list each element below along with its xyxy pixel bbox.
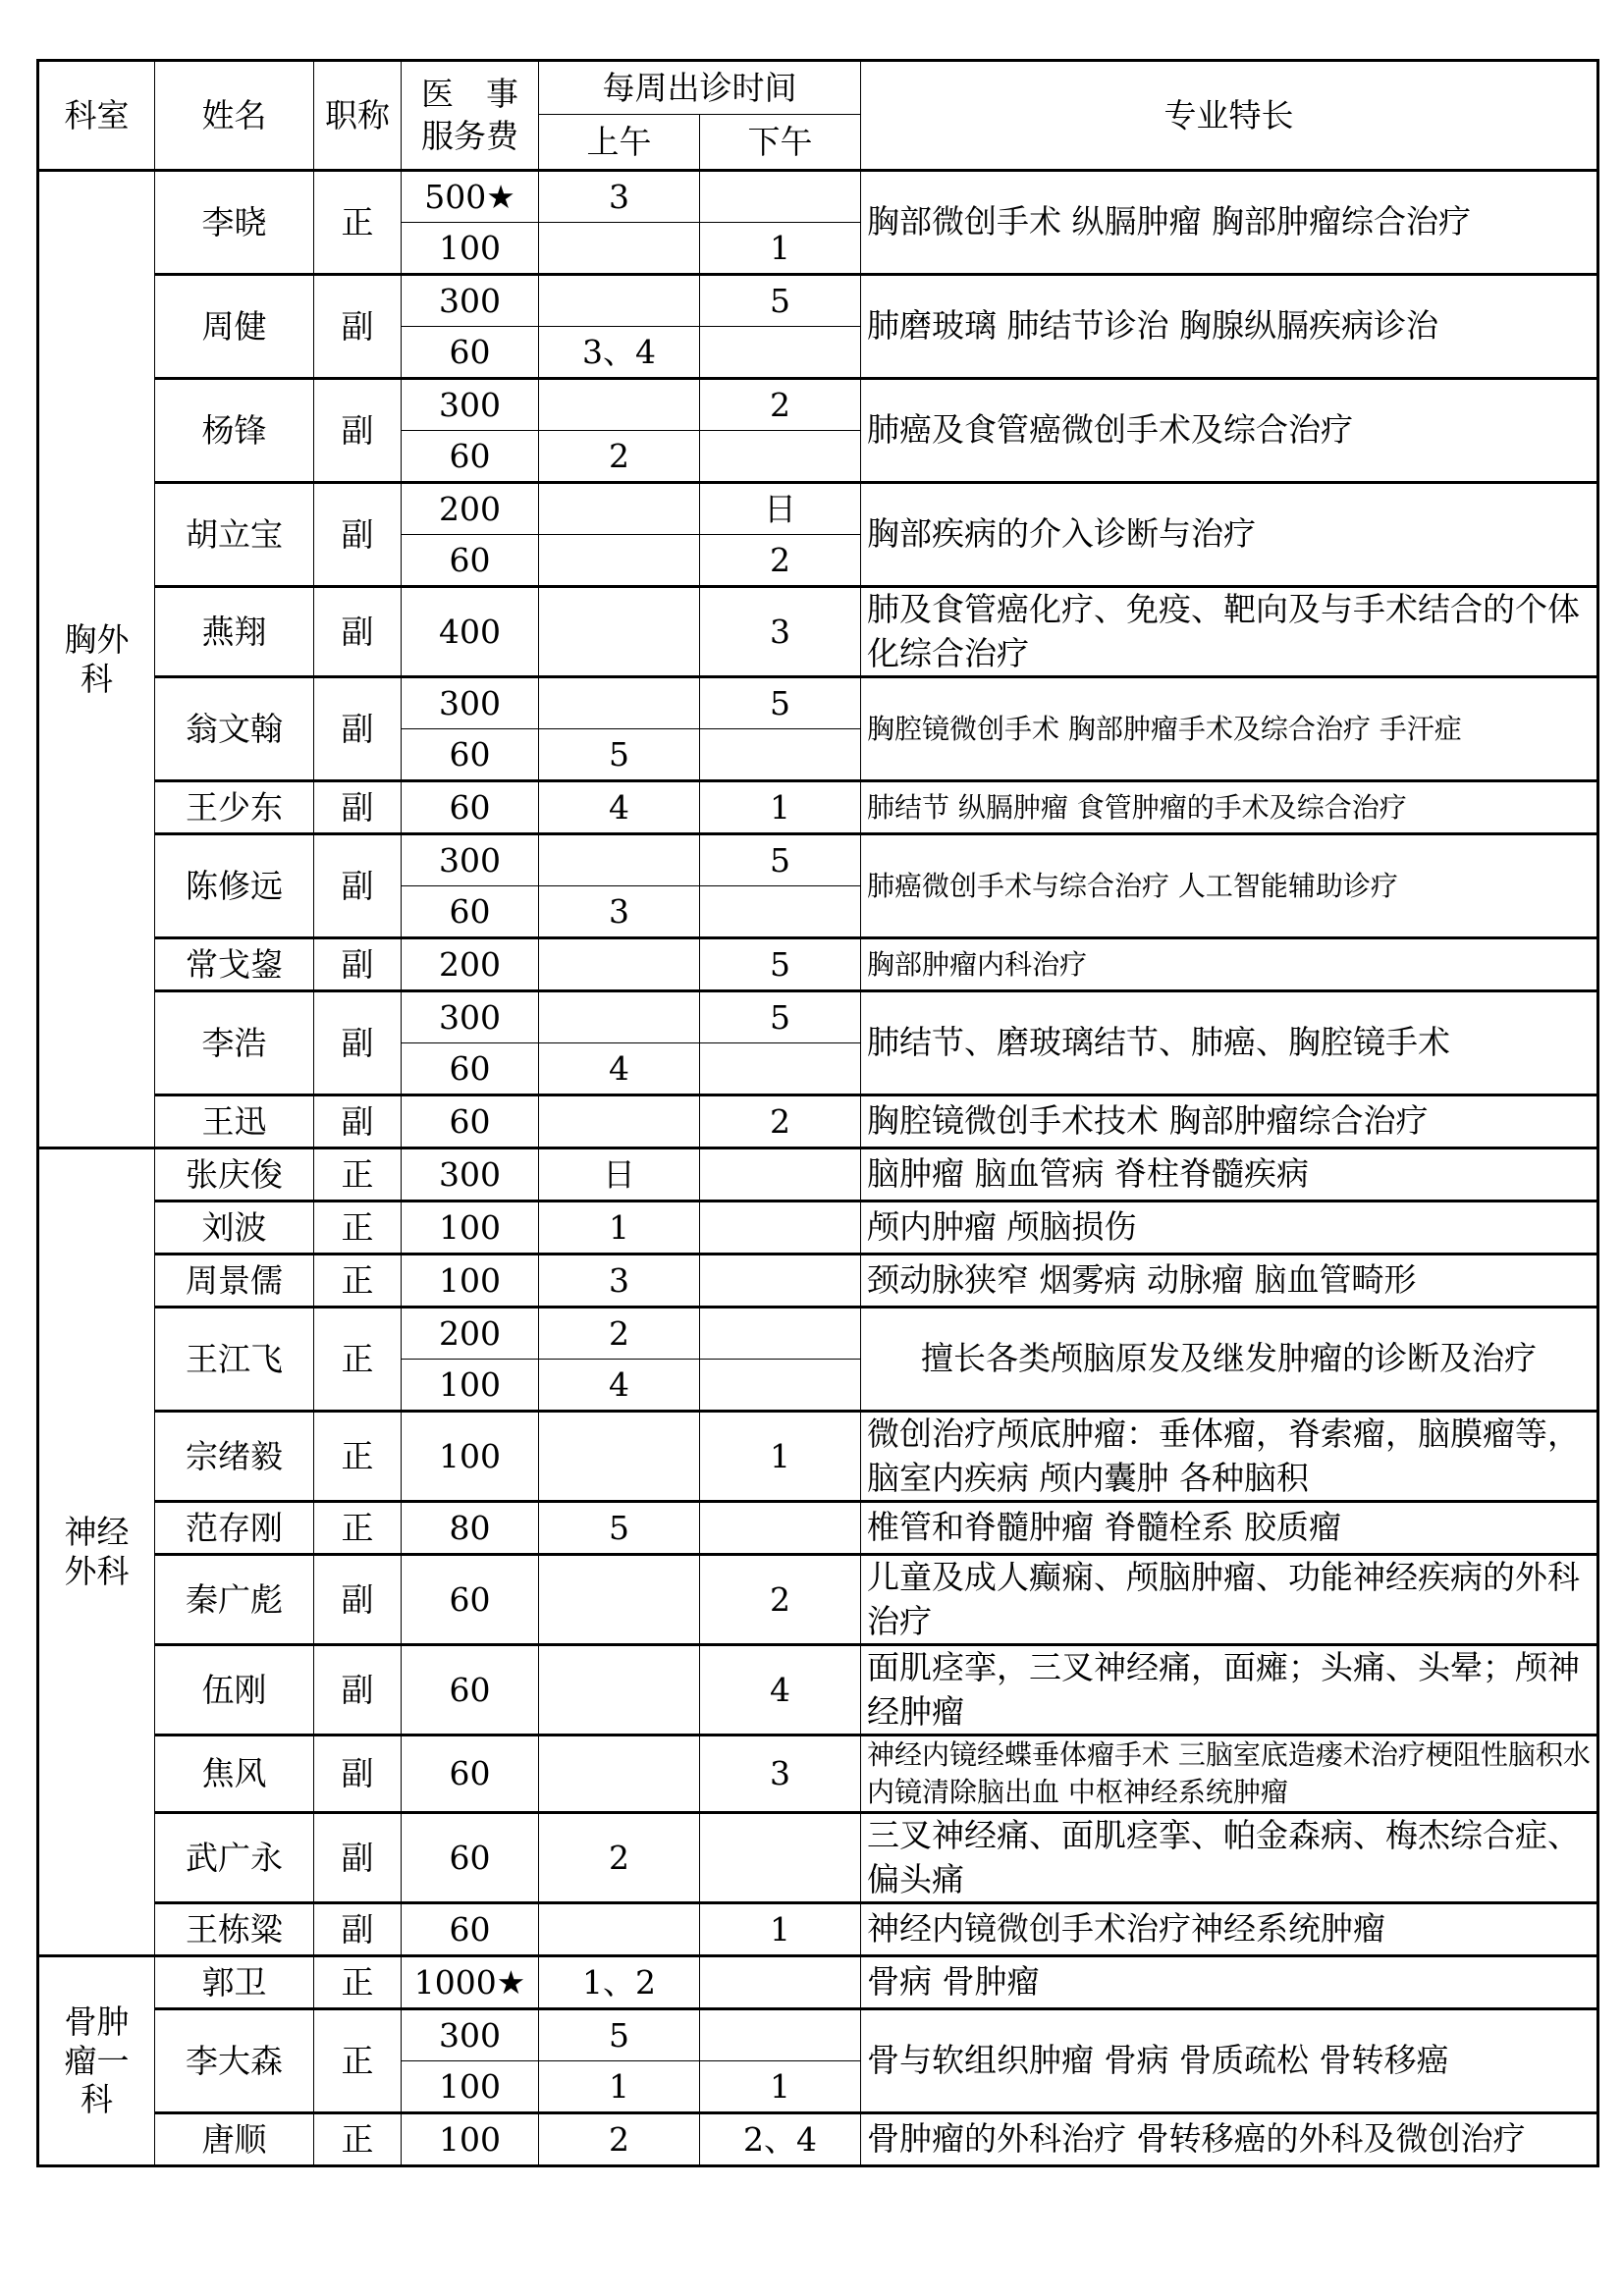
service-fee: 60 xyxy=(402,1645,539,1735)
specialty: 颅内肿瘤 颅脑损伤 xyxy=(861,1201,1598,1255)
schedule-pm: 5 xyxy=(700,991,861,1043)
schedule-pm: 1 xyxy=(700,1903,861,1956)
doctor-title: 正 xyxy=(314,2009,402,2113)
schedule-pm xyxy=(700,1360,861,1412)
doctor-title: 副 xyxy=(314,991,402,1095)
schedule-pm xyxy=(700,1308,861,1360)
table-body xyxy=(38,171,1598,2166)
schedule-pm xyxy=(700,431,861,483)
doctor-title: 正 xyxy=(314,2113,402,2166)
specialty: 肺癌微创手术与综合治疗 人工智能辅助诊疗 xyxy=(861,834,1598,938)
table-row xyxy=(38,1308,1598,1360)
table-row xyxy=(38,379,1598,431)
service-fee: 100 xyxy=(402,2113,539,2166)
service-fee: 60 xyxy=(402,886,539,938)
doctor-name: 秦广彪 xyxy=(155,1555,314,1645)
doctor-title: 副 xyxy=(314,781,402,834)
schedule-am xyxy=(539,991,700,1043)
table-row xyxy=(38,1095,1598,1148)
specialty: 儿童及成人癫痫、颅脑肿瘤、功能神经疾病的外科治疗 xyxy=(861,1555,1598,1645)
doctor-name: 范存刚 xyxy=(155,1502,314,1555)
schedule-pm: 2 xyxy=(700,379,861,431)
header-am: 上午 xyxy=(539,115,700,171)
header-title: 职称 xyxy=(314,61,402,171)
schedule-am: 3 xyxy=(539,1255,700,1308)
department-name: 胸外科 xyxy=(64,619,130,698)
schedule-am: 2 xyxy=(539,2113,700,2166)
schedule-am: 2 xyxy=(539,431,700,483)
schedule-pm: 2、4 xyxy=(700,2113,861,2166)
schedule-pm: 5 xyxy=(700,938,861,991)
specialty: 骨肿瘤的外科治疗 骨转移癌的外科及微创治疗 xyxy=(861,2113,1598,2166)
schedule-am xyxy=(539,535,700,587)
schedule-pm xyxy=(700,1255,861,1308)
service-fee: 100 xyxy=(402,1360,539,1412)
doctor-title: 副 xyxy=(314,1735,402,1813)
doctor-name: 焦风 xyxy=(155,1735,314,1813)
doctor-title: 副 xyxy=(314,275,402,379)
service-fee: 300 xyxy=(402,2009,539,2061)
table-row xyxy=(38,677,1598,729)
doctor-name: 周健 xyxy=(155,275,314,379)
service-fee: 500★ xyxy=(402,171,539,223)
doctor-name: 胡立宝 xyxy=(155,483,314,587)
schedule-am: 4 xyxy=(539,781,700,834)
service-fee: 300 xyxy=(402,1148,539,1201)
service-fee: 60 xyxy=(402,431,539,483)
schedule-am xyxy=(539,587,700,677)
schedule-pm xyxy=(700,1956,861,2009)
schedule-am xyxy=(539,1903,700,1956)
doctor-name: 李晓 xyxy=(155,171,314,275)
specialty: 肺癌及食管癌微创手术及综合治疗 xyxy=(861,379,1598,483)
doctor-title: 正 xyxy=(314,1201,402,1255)
doctor-name: 唐顺 xyxy=(155,2113,314,2166)
service-fee: 100 xyxy=(402,2061,539,2113)
schedule-am: 日 xyxy=(539,1148,700,1201)
doctor-schedule-table xyxy=(36,59,1599,2167)
schedule-am: 5 xyxy=(539,729,700,781)
doctor-name: 刘波 xyxy=(155,1201,314,1255)
doctor-title: 副 xyxy=(314,1903,402,1956)
schedule-pm xyxy=(700,2009,861,2061)
table-row xyxy=(38,938,1598,991)
department-cell xyxy=(38,1148,155,1956)
schedule-am xyxy=(539,1555,700,1645)
table-row xyxy=(38,1148,1598,1201)
schedule-am: 1、2 xyxy=(539,1956,700,2009)
service-fee: 60 xyxy=(402,1555,539,1645)
specialty: 胸部肿瘤内科治疗 xyxy=(861,938,1598,991)
specialty: 肺结节、磨玻璃结节、肺癌、胸腔镜手术 xyxy=(861,991,1598,1095)
schedule-pm: 1 xyxy=(700,223,861,275)
schedule-am: 1 xyxy=(539,1201,700,1255)
doctor-name: 郭卫 xyxy=(155,1956,314,2009)
service-fee: 100 xyxy=(402,1201,539,1255)
table-row xyxy=(38,2113,1598,2166)
doctor-name: 翁文翰 xyxy=(155,677,314,781)
specialty: 椎管和脊髓肿瘤 脊髓栓系 胶质瘤 xyxy=(861,1502,1598,1555)
doctor-title: 副 xyxy=(314,1555,402,1645)
schedule-am: 1 xyxy=(539,2061,700,2113)
service-fee: 80 xyxy=(402,1502,539,1555)
doctor-name: 李大森 xyxy=(155,2009,314,2113)
schedule-am xyxy=(539,1735,700,1813)
service-fee: 60 xyxy=(402,1043,539,1095)
service-fee: 60 xyxy=(402,1812,539,1902)
schedule-am xyxy=(539,379,700,431)
service-fee: 400 xyxy=(402,587,539,677)
specialty: 脑肿瘤 脑血管病 脊柱脊髓疾病 xyxy=(861,1148,1598,1201)
schedule-am: 4 xyxy=(539,1360,700,1412)
table-row xyxy=(38,834,1598,886)
schedule-am xyxy=(539,938,700,991)
schedule-pm xyxy=(700,1812,861,1902)
doctor-name: 杨锋 xyxy=(155,379,314,483)
schedule-am: 2 xyxy=(539,1812,700,1902)
doctor-name: 宗绪毅 xyxy=(155,1412,314,1502)
header-schedule: 每周出诊时间 xyxy=(539,61,861,115)
service-fee: 60 xyxy=(402,327,539,379)
specialty: 骨病 骨肿瘤 xyxy=(861,1956,1598,2009)
schedule-pm: 4 xyxy=(700,1645,861,1735)
header-fee-line1: 医 事 xyxy=(421,74,518,113)
header-fee-line2: 服务费 xyxy=(421,116,518,155)
table-row xyxy=(38,1201,1598,1255)
specialty: 胸腔镜微创手术技术 胸部肿瘤综合治疗 xyxy=(861,1095,1598,1148)
header-fee xyxy=(402,61,539,171)
schedule-pm: 5 xyxy=(700,275,861,327)
doctor-title: 副 xyxy=(314,1645,402,1735)
schedule-am: 4 xyxy=(539,1043,700,1095)
schedule-am: 2 xyxy=(539,1308,700,1360)
service-fee: 100 xyxy=(402,1255,539,1308)
schedule-am xyxy=(539,275,700,327)
table-row xyxy=(38,275,1598,327)
doctor-title: 副 xyxy=(314,587,402,677)
schedule-am xyxy=(539,834,700,886)
doctor-name: 周景儒 xyxy=(155,1255,314,1308)
schedule-am xyxy=(539,483,700,535)
table-row xyxy=(38,2009,1598,2061)
doctor-title: 正 xyxy=(314,171,402,275)
schedule-pm: 3 xyxy=(700,587,861,677)
service-fee: 300 xyxy=(402,379,539,431)
table-row xyxy=(38,991,1598,1043)
department-name: 骨肿瘤一科 xyxy=(64,2002,130,2119)
service-fee: 100 xyxy=(402,1412,539,1502)
table-row xyxy=(38,1502,1598,1555)
specialty: 骨与软组织肿瘤 骨病 骨质疏松 骨转移癌 xyxy=(861,2009,1598,2113)
specialty: 神经内镜微创手术治疗神经系统肿瘤 xyxy=(861,1903,1598,1956)
header-name: 姓名 xyxy=(155,61,314,171)
table-row xyxy=(38,781,1598,834)
schedule-pm xyxy=(700,1043,861,1095)
service-fee: 60 xyxy=(402,1735,539,1813)
service-fee: 60 xyxy=(402,1095,539,1148)
table-row xyxy=(38,1255,1598,1308)
specialty: 三叉神经痛、面肌痉挛、帕金森病、梅杰综合症、偏头痛 xyxy=(861,1812,1598,1902)
schedule-am xyxy=(539,677,700,729)
schedule-pm xyxy=(700,171,861,223)
doctor-name: 燕翔 xyxy=(155,587,314,677)
doctor-title: 正 xyxy=(314,1308,402,1412)
doctor-name: 伍刚 xyxy=(155,1645,314,1735)
specialty: 颈动脉狭窄 烟雾病 动脉瘤 脑血管畸形 xyxy=(861,1255,1598,1308)
schedule-pm: 2 xyxy=(700,1555,861,1645)
schedule-am xyxy=(539,223,700,275)
specialty: 胸腔镜微创手术 胸部肿瘤手术及综合治疗 手汗症 xyxy=(861,677,1598,781)
doctor-name: 王少东 xyxy=(155,781,314,834)
service-fee: 200 xyxy=(402,483,539,535)
doctor-name: 常戈鋆 xyxy=(155,938,314,991)
schedule-pm xyxy=(700,886,861,938)
schedule-pm xyxy=(700,1502,861,1555)
doctor-name: 王江飞 xyxy=(155,1308,314,1412)
table-row xyxy=(38,483,1598,535)
doctor-title: 正 xyxy=(314,1412,402,1502)
doctor-title: 副 xyxy=(314,379,402,483)
specialty: 肺磨玻璃 肺结节诊治 胸腺纵膈疾病诊治 xyxy=(861,275,1598,379)
doctor-title: 正 xyxy=(314,1255,402,1308)
service-fee: 200 xyxy=(402,938,539,991)
schedule-pm: 1 xyxy=(700,2061,861,2113)
doctor-title: 副 xyxy=(314,938,402,991)
schedule-am: 5 xyxy=(539,1502,700,1555)
schedule-pm: 5 xyxy=(700,834,861,886)
schedule-pm xyxy=(700,729,861,781)
doctor-title: 副 xyxy=(314,677,402,781)
service-fee: 60 xyxy=(402,535,539,587)
doctor-title: 副 xyxy=(314,1812,402,1902)
department-cell xyxy=(38,171,155,1148)
schedule-pm xyxy=(700,1201,861,1255)
doctor-title: 正 xyxy=(314,1502,402,1555)
doctor-name: 武广永 xyxy=(155,1812,314,1902)
schedule-pm xyxy=(700,327,861,379)
doctor-title: 正 xyxy=(314,1148,402,1201)
schedule-pm: 1 xyxy=(700,781,861,834)
doctor-name: 王栋粱 xyxy=(155,1903,314,1956)
schedule-pm: 3 xyxy=(700,1735,861,1813)
schedule-am: 3 xyxy=(539,171,700,223)
schedule-am xyxy=(539,1095,700,1148)
schedule-am xyxy=(539,1645,700,1735)
service-fee: 200 xyxy=(402,1308,539,1360)
header-dept: 科室 xyxy=(38,61,155,171)
doctor-name: 王迅 xyxy=(155,1095,314,1148)
doctor-title: 副 xyxy=(314,1095,402,1148)
service-fee: 1000★ xyxy=(402,1956,539,2009)
specialty: 肺结节 纵膈肿瘤 食管肿瘤的手术及综合治疗 xyxy=(861,781,1598,834)
service-fee: 60 xyxy=(402,729,539,781)
service-fee: 60 xyxy=(402,1903,539,1956)
doctor-title: 副 xyxy=(314,834,402,938)
service-fee: 60 xyxy=(402,781,539,834)
doctor-name: 张庆俊 xyxy=(155,1148,314,1201)
service-fee: 300 xyxy=(402,677,539,729)
table-row xyxy=(38,1956,1598,2009)
service-fee: 300 xyxy=(402,834,539,886)
schedule-pm: 5 xyxy=(700,677,861,729)
schedule-pm: 日 xyxy=(700,483,861,535)
schedule-am: 3 xyxy=(539,886,700,938)
schedule-pm xyxy=(700,1148,861,1201)
doctor-title: 副 xyxy=(314,483,402,587)
schedule-pm: 2 xyxy=(700,1095,861,1148)
schedule-am: 5 xyxy=(539,2009,700,2061)
schedule-pm: 1 xyxy=(700,1412,861,1502)
doctor-name: 李浩 xyxy=(155,991,314,1095)
table-row xyxy=(38,1903,1598,1956)
schedule-am: 3、4 xyxy=(539,327,700,379)
specialty: 胸部疾病的介入诊断与治疗 xyxy=(861,483,1598,587)
service-fee: 300 xyxy=(402,275,539,327)
service-fee: 300 xyxy=(402,991,539,1043)
department-cell xyxy=(38,1956,155,2166)
specialty: 面肌痉挛，三叉神经痛，面瘫；头痛、头晕；颅神经肿瘤 xyxy=(861,1645,1598,1735)
table-row xyxy=(38,171,1598,223)
schedule-am xyxy=(539,1412,700,1502)
specialty: 肺及食管癌化疗、免疫、靶向及与手术结合的个体化综合治疗 xyxy=(861,587,1598,677)
header-specialty: 专业特长 xyxy=(861,61,1598,171)
specialty: 神经内镜经蝶垂体瘤手术 三脑室底造瘘术治疗梗阻性脑积水 内镜清除脑出血 中枢神经系统肿瘤 xyxy=(861,1735,1598,1813)
schedule-pm: 2 xyxy=(700,535,861,587)
doctor-title: 正 xyxy=(314,1956,402,2009)
department-name: 神经外科 xyxy=(64,1513,130,1591)
specialty: 胸部微创手术 纵膈肿瘤 胸部肿瘤综合治疗 xyxy=(861,171,1598,275)
header-pm: 下午 xyxy=(700,115,861,171)
service-fee: 100 xyxy=(402,223,539,275)
specialty: 擅长各类颅脑原发及继发肿瘤的诊断及治疗 xyxy=(861,1308,1598,1412)
doctor-name: 陈修远 xyxy=(155,834,314,938)
specialty: 微创治疗颅底肿瘤：垂体瘤，脊索瘤，脑膜瘤等，脑室内疾病 颅内囊肿 各种脑积 xyxy=(861,1412,1598,1502)
